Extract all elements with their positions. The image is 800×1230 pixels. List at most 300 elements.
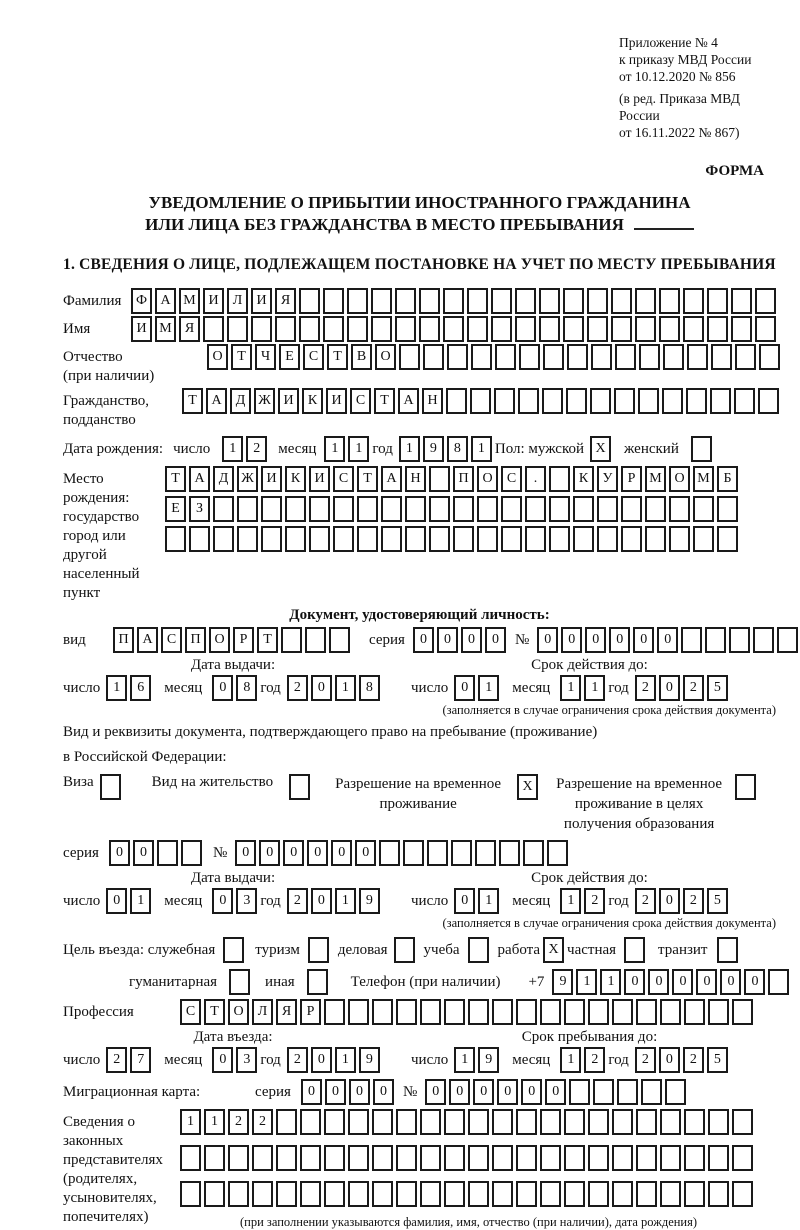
char-cell[interactable]: 0 <box>537 627 558 653</box>
char-cell[interactable] <box>542 388 563 414</box>
char-cell[interactable]: 9 <box>359 1047 380 1073</box>
char-cell[interactable]: 0 <box>325 1079 346 1105</box>
char-cell[interactable] <box>405 526 426 552</box>
char-cell[interactable] <box>381 526 402 552</box>
char-cell[interactable]: 1 <box>348 436 369 462</box>
char-cell[interactable]: 0 <box>311 888 332 914</box>
legal-reps-line3-boxes[interactable] <box>180 1181 756 1207</box>
char-cell[interactable] <box>467 316 488 342</box>
char-cell[interactable] <box>707 288 728 314</box>
id-valid-month-boxes[interactable] <box>560 675 608 701</box>
char-cell[interactable]: 1 <box>335 888 356 914</box>
char-cell[interactable]: 9 <box>359 888 380 914</box>
char-cell[interactable] <box>275 316 296 342</box>
char-cell[interactable] <box>611 288 632 314</box>
char-cell[interactable]: М <box>693 466 714 492</box>
char-cell[interactable] <box>419 288 440 314</box>
char-cell[interactable] <box>444 999 465 1025</box>
char-cell[interactable] <box>323 316 344 342</box>
purpose-work-checkbox[interactable]: X <box>543 937 564 963</box>
birth-place-line3-boxes[interactable] <box>165 526 741 552</box>
char-cell[interactable] <box>684 1181 705 1207</box>
char-cell[interactable]: Т <box>327 344 348 370</box>
char-cell[interactable] <box>300 1109 321 1135</box>
char-cell[interactable]: 0 <box>609 627 630 653</box>
char-cell[interactable]: 1 <box>560 1047 581 1073</box>
char-cell[interactable]: 3 <box>236 1047 257 1073</box>
char-cell[interactable]: Ж <box>254 388 275 414</box>
char-cell[interactable]: Я <box>276 999 297 1025</box>
char-cell[interactable] <box>475 840 496 866</box>
purpose-study-checkbox[interactable] <box>468 937 489 963</box>
char-cell[interactable] <box>567 344 588 370</box>
patronymic-boxes[interactable] <box>207 344 783 370</box>
char-cell[interactable]: Е <box>279 344 300 370</box>
char-cell[interactable] <box>564 1109 585 1135</box>
char-cell[interactable] <box>453 496 474 522</box>
char-cell[interactable] <box>659 316 680 342</box>
char-cell[interactable] <box>324 999 345 1025</box>
stay-month-boxes[interactable] <box>560 1047 608 1073</box>
res-issue-day-boxes[interactable] <box>106 888 154 914</box>
char-cell[interactable] <box>157 840 178 866</box>
char-cell[interactable] <box>636 1145 657 1171</box>
char-cell[interactable] <box>708 999 729 1025</box>
char-cell[interactable] <box>663 344 684 370</box>
temp-residence-edu-checkbox[interactable] <box>735 774 756 800</box>
char-cell[interactable]: О <box>209 627 230 653</box>
char-cell[interactable]: 5 <box>707 675 728 701</box>
char-cell[interactable]: 1 <box>335 1047 356 1073</box>
birth-month-boxes[interactable] <box>324 436 372 462</box>
char-cell[interactable] <box>687 344 708 370</box>
char-cell[interactable] <box>492 1109 513 1135</box>
char-cell[interactable] <box>492 1181 513 1207</box>
char-cell[interactable]: 9 <box>423 436 444 462</box>
char-cell[interactable] <box>494 388 515 414</box>
surname-boxes[interactable] <box>131 288 779 314</box>
char-cell[interactable]: 2 <box>584 1047 605 1073</box>
char-cell[interactable] <box>180 1145 201 1171</box>
char-cell[interactable] <box>285 496 306 522</box>
char-cell[interactable] <box>617 1079 638 1105</box>
char-cell[interactable] <box>305 627 326 653</box>
char-cell[interactable] <box>540 1145 561 1171</box>
char-cell[interactable]: И <box>203 288 224 314</box>
char-cell[interactable] <box>444 1145 465 1171</box>
char-cell[interactable] <box>549 466 570 492</box>
char-cell[interactable] <box>710 388 731 414</box>
char-cell[interactable]: 0 <box>696 969 717 995</box>
char-cell[interactable]: Т <box>204 999 225 1025</box>
char-cell[interactable]: 7 <box>130 1047 151 1073</box>
char-cell[interactable] <box>213 526 234 552</box>
char-cell[interactable] <box>468 1181 489 1207</box>
char-cell[interactable]: С <box>180 999 201 1025</box>
char-cell[interactable] <box>615 344 636 370</box>
char-cell[interactable]: О <box>375 344 396 370</box>
char-cell[interactable] <box>569 1079 590 1105</box>
char-cell[interactable] <box>348 999 369 1025</box>
char-cell[interactable] <box>755 316 776 342</box>
char-cell[interactable] <box>573 526 594 552</box>
legal-reps-line1-boxes[interactable] <box>180 1109 756 1135</box>
id-doc-number-boxes[interactable] <box>537 627 800 653</box>
char-cell[interactable] <box>597 526 618 552</box>
char-cell[interactable] <box>563 316 584 342</box>
char-cell[interactable]: 8 <box>447 436 468 462</box>
char-cell[interactable] <box>588 999 609 1025</box>
char-cell[interactable] <box>660 999 681 1025</box>
purpose-tourism-checkbox[interactable] <box>308 937 329 963</box>
char-cell[interactable] <box>519 344 540 370</box>
char-cell[interactable] <box>237 526 258 552</box>
char-cell[interactable]: 1 <box>106 675 127 701</box>
char-cell[interactable]: 5 <box>707 1047 728 1073</box>
char-cell[interactable] <box>590 388 611 414</box>
char-cell[interactable]: 0 <box>212 675 233 701</box>
char-cell[interactable]: 1 <box>478 888 499 914</box>
char-cell[interactable]: 0 <box>659 1047 680 1073</box>
char-cell[interactable] <box>621 496 642 522</box>
purpose-private-checkbox[interactable] <box>624 937 645 963</box>
char-cell[interactable] <box>429 526 450 552</box>
char-cell[interactable] <box>758 388 779 414</box>
char-cell[interactable]: 2 <box>246 436 267 462</box>
char-cell[interactable] <box>539 316 560 342</box>
char-cell[interactable] <box>732 1109 753 1135</box>
char-cell[interactable] <box>549 526 570 552</box>
char-cell[interactable] <box>372 999 393 1025</box>
char-cell[interactable] <box>420 1145 441 1171</box>
char-cell[interactable] <box>501 526 522 552</box>
char-cell[interactable]: 0 <box>454 675 475 701</box>
id-issue-year-boxes[interactable] <box>287 675 383 701</box>
char-cell[interactable]: 2 <box>106 1047 127 1073</box>
char-cell[interactable] <box>477 496 498 522</box>
char-cell[interactable] <box>636 999 657 1025</box>
char-cell[interactable] <box>444 1181 465 1207</box>
char-cell[interactable] <box>324 1181 345 1207</box>
char-cell[interactable]: С <box>333 466 354 492</box>
char-cell[interactable] <box>423 344 444 370</box>
char-cell[interactable]: Я <box>275 288 296 314</box>
char-cell[interactable]: 0 <box>373 1079 394 1105</box>
res-valid-day-boxes[interactable] <box>454 888 502 914</box>
char-cell[interactable]: О <box>669 466 690 492</box>
char-cell[interactable] <box>540 1109 561 1135</box>
char-cell[interactable]: 0 <box>473 1079 494 1105</box>
entry-month-boxes[interactable] <box>212 1047 260 1073</box>
char-cell[interactable] <box>717 496 738 522</box>
char-cell[interactable]: 3 <box>236 888 257 914</box>
char-cell[interactable]: 0 <box>672 969 693 995</box>
char-cell[interactable] <box>588 1145 609 1171</box>
char-cell[interactable]: 0 <box>212 888 233 914</box>
char-cell[interactable]: 0 <box>659 675 680 701</box>
char-cell[interactable]: 0 <box>449 1079 470 1105</box>
char-cell[interactable] <box>333 526 354 552</box>
char-cell[interactable] <box>399 344 420 370</box>
char-cell[interactable] <box>686 388 707 414</box>
char-cell[interactable] <box>495 344 516 370</box>
char-cell[interactable] <box>516 1181 537 1207</box>
char-cell[interactable]: 2 <box>584 888 605 914</box>
char-cell[interactable] <box>759 344 780 370</box>
res-issue-month-boxes[interactable] <box>212 888 260 914</box>
res-valid-month-boxes[interactable] <box>560 888 608 914</box>
purpose-transit-checkbox[interactable] <box>717 937 738 963</box>
id-issue-month-boxes[interactable] <box>212 675 260 701</box>
char-cell[interactable] <box>451 840 472 866</box>
char-cell[interactable]: А <box>381 466 402 492</box>
char-cell[interactable] <box>468 1109 489 1135</box>
char-cell[interactable] <box>683 316 704 342</box>
char-cell[interactable] <box>684 1145 705 1171</box>
char-cell[interactable] <box>443 316 464 342</box>
char-cell[interactable] <box>276 1181 297 1207</box>
char-cell[interactable] <box>333 496 354 522</box>
char-cell[interactable]: 2 <box>683 888 704 914</box>
char-cell[interactable] <box>563 288 584 314</box>
id-issue-day-boxes[interactable] <box>106 675 154 701</box>
char-cell[interactable] <box>660 1181 681 1207</box>
purpose-humanitarian-checkbox[interactable] <box>229 969 250 995</box>
char-cell[interactable] <box>372 1145 393 1171</box>
char-cell[interactable] <box>612 1109 633 1135</box>
char-cell[interactable] <box>429 496 450 522</box>
char-cell[interactable] <box>329 627 350 653</box>
char-cell[interactable] <box>395 316 416 342</box>
char-cell[interactable]: И <box>326 388 347 414</box>
char-cell[interactable] <box>540 999 561 1025</box>
char-cell[interactable] <box>717 526 738 552</box>
char-cell[interactable]: О <box>477 466 498 492</box>
char-cell[interactable] <box>372 1109 393 1135</box>
char-cell[interactable] <box>251 316 272 342</box>
char-cell[interactable]: Т <box>357 466 378 492</box>
char-cell[interactable] <box>347 288 368 314</box>
char-cell[interactable] <box>707 316 728 342</box>
char-cell[interactable]: 1 <box>576 969 597 995</box>
char-cell[interactable]: 1 <box>478 675 499 701</box>
char-cell[interactable]: К <box>285 466 306 492</box>
char-cell[interactable] <box>777 627 798 653</box>
char-cell[interactable]: 0 <box>301 1079 322 1105</box>
char-cell[interactable]: И <box>309 466 330 492</box>
char-cell[interactable] <box>444 1109 465 1135</box>
char-cell[interactable]: Р <box>300 999 321 1025</box>
char-cell[interactable] <box>588 1181 609 1207</box>
char-cell[interactable] <box>405 496 426 522</box>
char-cell[interactable] <box>300 1181 321 1207</box>
char-cell[interactable] <box>228 1145 249 1171</box>
char-cell[interactable]: 1 <box>471 436 492 462</box>
char-cell[interactable] <box>636 1109 657 1135</box>
char-cell[interactable]: Д <box>230 388 251 414</box>
char-cell[interactable]: 0 <box>235 840 256 866</box>
char-cell[interactable]: 0 <box>413 627 434 653</box>
char-cell[interactable]: 1 <box>454 1047 475 1073</box>
char-cell[interactable] <box>468 999 489 1025</box>
char-cell[interactable]: 0 <box>659 888 680 914</box>
profession-boxes[interactable] <box>180 999 756 1025</box>
char-cell[interactable]: 0 <box>521 1079 542 1105</box>
char-cell[interactable] <box>708 1109 729 1135</box>
char-cell[interactable]: 5 <box>707 888 728 914</box>
char-cell[interactable] <box>515 316 536 342</box>
char-cell[interactable] <box>419 316 440 342</box>
char-cell[interactable] <box>492 999 513 1025</box>
id-valid-day-boxes[interactable] <box>454 675 502 701</box>
phone-boxes[interactable] <box>552 969 792 995</box>
char-cell[interactable] <box>180 1181 201 1207</box>
char-cell[interactable] <box>516 1109 537 1135</box>
char-cell[interactable] <box>299 316 320 342</box>
char-cell[interactable] <box>453 526 474 552</box>
char-cell[interactable] <box>379 840 400 866</box>
char-cell[interactable]: 2 <box>683 1047 704 1073</box>
char-cell[interactable]: 1 <box>204 1109 225 1135</box>
char-cell[interactable]: О <box>207 344 228 370</box>
char-cell[interactable]: Л <box>252 999 273 1025</box>
purpose-other-checkbox[interactable] <box>307 969 328 995</box>
char-cell[interactable] <box>285 526 306 552</box>
char-cell[interactable]: Т <box>182 388 203 414</box>
char-cell[interactable]: Т <box>231 344 252 370</box>
char-cell[interactable] <box>597 496 618 522</box>
char-cell[interactable]: А <box>155 288 176 314</box>
char-cell[interactable]: 0 <box>633 627 654 653</box>
char-cell[interactable] <box>549 496 570 522</box>
char-cell[interactable] <box>252 1181 273 1207</box>
birth-year-boxes[interactable] <box>399 436 495 462</box>
char-cell[interactable] <box>518 388 539 414</box>
char-cell[interactable] <box>371 288 392 314</box>
char-cell[interactable]: 6 <box>130 675 151 701</box>
char-cell[interactable] <box>491 288 512 314</box>
char-cell[interactable] <box>591 344 612 370</box>
char-cell[interactable] <box>181 840 202 866</box>
char-cell[interactable] <box>732 1145 753 1171</box>
char-cell[interactable]: 0 <box>355 840 376 866</box>
char-cell[interactable] <box>396 1181 417 1207</box>
char-cell[interactable] <box>705 627 726 653</box>
char-cell[interactable] <box>324 1145 345 1171</box>
char-cell[interactable] <box>357 496 378 522</box>
char-cell[interactable] <box>204 1145 225 1171</box>
char-cell[interactable] <box>755 288 776 314</box>
char-cell[interactable] <box>471 344 492 370</box>
char-cell[interactable] <box>300 1145 321 1171</box>
char-cell[interactable] <box>734 388 755 414</box>
char-cell[interactable] <box>468 1145 489 1171</box>
char-cell[interactable] <box>612 1145 633 1171</box>
char-cell[interactable]: 0 <box>624 969 645 995</box>
char-cell[interactable] <box>477 526 498 552</box>
char-cell[interactable]: . <box>525 466 546 492</box>
char-cell[interactable]: 8 <box>359 675 380 701</box>
purpose-official-checkbox[interactable] <box>223 937 244 963</box>
char-cell[interactable] <box>348 1109 369 1135</box>
char-cell[interactable]: Н <box>405 466 426 492</box>
char-cell[interactable]: Б <box>717 466 738 492</box>
char-cell[interactable]: Т <box>374 388 395 414</box>
char-cell[interactable] <box>612 1181 633 1207</box>
char-cell[interactable]: 0 <box>109 840 130 866</box>
res-issue-year-boxes[interactable] <box>287 888 383 914</box>
char-cell[interactable] <box>501 496 522 522</box>
id-doc-kind-boxes[interactable] <box>113 627 353 653</box>
char-cell[interactable] <box>204 1181 225 1207</box>
char-cell[interactable]: 9 <box>552 969 573 995</box>
residence-permit-checkbox[interactable] <box>289 774 310 800</box>
id-doc-series-boxes[interactable] <box>413 627 509 653</box>
char-cell[interactable]: С <box>303 344 324 370</box>
char-cell[interactable] <box>660 1109 681 1135</box>
entry-day-boxes[interactable] <box>106 1047 154 1073</box>
char-cell[interactable]: 8 <box>236 675 257 701</box>
char-cell[interactable]: 1 <box>560 888 581 914</box>
char-cell[interactable]: З <box>189 496 210 522</box>
char-cell[interactable] <box>645 496 666 522</box>
char-cell[interactable]: 0 <box>657 627 678 653</box>
char-cell[interactable] <box>228 1181 249 1207</box>
char-cell[interactable] <box>499 840 520 866</box>
char-cell[interactable]: 0 <box>585 627 606 653</box>
char-cell[interactable]: 1 <box>399 436 420 462</box>
char-cell[interactable] <box>732 999 753 1025</box>
char-cell[interactable] <box>470 388 491 414</box>
char-cell[interactable]: В <box>351 344 372 370</box>
char-cell[interactable] <box>711 344 732 370</box>
char-cell[interactable] <box>396 1145 417 1171</box>
char-cell[interactable] <box>547 840 568 866</box>
char-cell[interactable] <box>381 496 402 522</box>
char-cell[interactable]: 1 <box>335 675 356 701</box>
char-cell[interactable]: 0 <box>437 627 458 653</box>
char-cell[interactable] <box>731 288 752 314</box>
migration-number-boxes[interactable] <box>425 1079 689 1105</box>
char-cell[interactable]: 0 <box>461 627 482 653</box>
char-cell[interactable] <box>309 526 330 552</box>
char-cell[interactable] <box>491 316 512 342</box>
char-cell[interactable] <box>203 316 224 342</box>
char-cell[interactable]: 0 <box>331 840 352 866</box>
birth-day-boxes[interactable] <box>222 436 270 462</box>
char-cell[interactable]: И <box>278 388 299 414</box>
char-cell[interactable]: О <box>228 999 249 1025</box>
char-cell[interactable]: К <box>302 388 323 414</box>
char-cell[interactable] <box>564 999 585 1025</box>
char-cell[interactable] <box>638 388 659 414</box>
citizenship-boxes[interactable] <box>182 388 782 414</box>
char-cell[interactable]: 2 <box>287 888 308 914</box>
char-cell[interactable]: А <box>206 388 227 414</box>
char-cell[interactable] <box>729 627 750 653</box>
birth-place-line2-boxes[interactable] <box>165 496 741 522</box>
char-cell[interactable]: 2 <box>635 675 656 701</box>
char-cell[interactable] <box>564 1145 585 1171</box>
char-cell[interactable]: Е <box>165 496 186 522</box>
char-cell[interactable]: 0 <box>561 627 582 653</box>
char-cell[interactable] <box>635 316 656 342</box>
char-cell[interactable] <box>395 288 416 314</box>
legal-reps-line2-boxes[interactable] <box>180 1145 756 1171</box>
char-cell[interactable]: Я <box>179 316 200 342</box>
char-cell[interactable] <box>348 1145 369 1171</box>
char-cell[interactable]: А <box>189 466 210 492</box>
